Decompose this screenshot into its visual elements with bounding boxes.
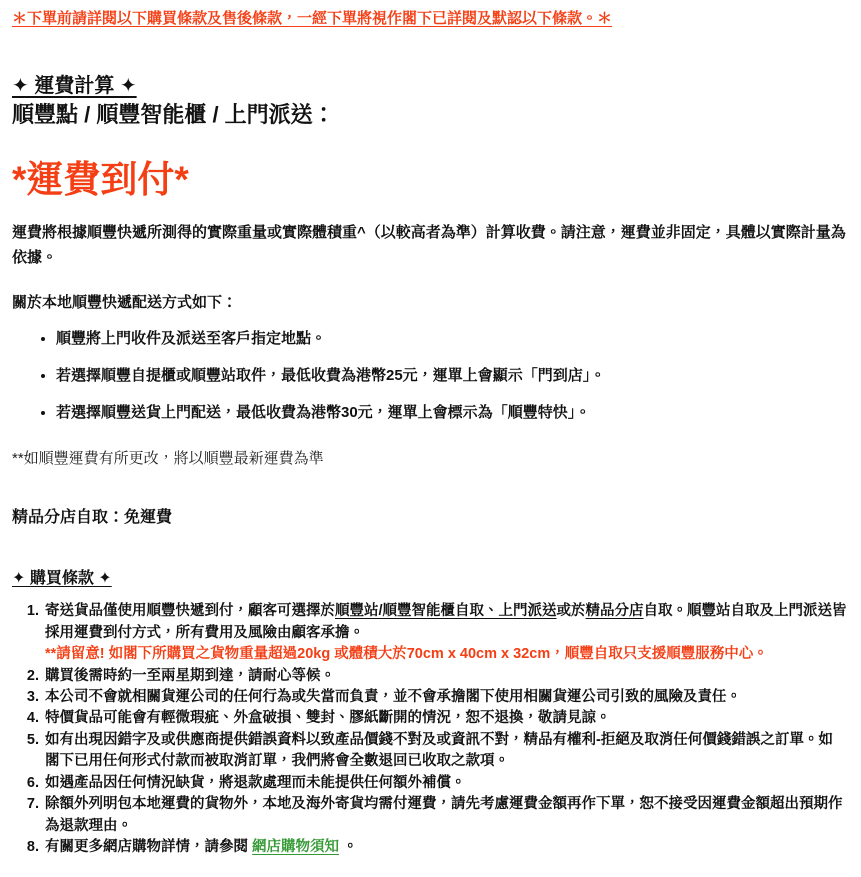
delivery-methods-list [12, 328, 847, 423]
term-8-text-b: 。 [339, 839, 358, 856]
purchase-terms-section [12, 569, 847, 858]
term-1-underlined-boutique: 精品分店 [585, 603, 644, 620]
purchase-terms-list [12, 601, 847, 858]
store-pickup-note: 精品分店自取：免運費 [12, 508, 173, 526]
term-1-text-a: 寄送貨品僅使用順豐快遞到付，顧客可選擇於 [45, 603, 335, 620]
shipping-section [12, 74, 847, 529]
fee-calculation-note: 運費將根據順豐快遞所測得的實際重量或實際體積重^（以較高者為準）計算收費。請注意，運費並非固定，具體以實際計量為依據。 [12, 223, 846, 267]
term-item-2: 2. 購買後需時約一至兩星期到達，請耐心等候。 [43, 666, 847, 687]
purchase-terms-heading: ✦ 購買條款 ✦ [12, 570, 112, 588]
term-item-5: 5. 如有出現因錯字及或供應商提供錯誤資料以致產品價錢不對及或資訊不對，精品有權利-拒絕及取消任何價錢錯誤之訂單。如閣下已用任何形式付款而被取消訂單，我們將會全數退回已收取之款項。 [43, 730, 847, 773]
term-1-text-c: 自取。順豐站自取及上門派送皆採用運費到付方式，所有費用及風險由顧客承擔。 [45, 603, 847, 641]
delivery-method-item: • 若選擇順豐送貨上門配送，最低收費為港幣30元，運單上會標示為「順豐特快」。 [56, 402, 847, 423]
freight-collect-highlight: *運費到付* [12, 159, 189, 200]
term-item-7: 7. 除額外列明包本地運費的貨物外，本地及海外寄貨均需付運費，請先考慮運費金額再作下單，恕不接受因運費金額超出預期作為退款理由。 [43, 794, 847, 837]
delivery-methods-title: 關於本地順豐快遞配送方式如下： [12, 293, 238, 311]
term-1-size-warning: **請留意! 如閣下所購買之貨物重量超過20kg 或體積大於70cm x 40cm x 32cm，順豐自取只支援順豐服務中心。 [45, 646, 768, 663]
shipping-heading: ✦ 運費計算 ✦ [12, 74, 137, 97]
delivery-method-item: • 若選擇順豐自提櫃或順豐站取件，最低收費為港幣25元，運單上會顯示「門到店」。 [56, 365, 847, 386]
shop-guide-link[interactable]: 網店購物須知 [252, 839, 340, 856]
term-item-4: 4. 特價貨品可能會有輕微瑕疵、外盒破損、雙封、膠紙斷開的情況，恕不退換，敬請見諒。 [43, 708, 847, 729]
term-1-underlined-pickup-options: 順豐站/順豐智能櫃自取、上門派送 [335, 603, 557, 620]
term-item-6: 6. 如遇產品因任何情況缺貨，將退款處理而未能提供任何額外補償。 [43, 773, 847, 794]
fee-update-note: **如順豐運費有所更改，將以順豐最新運費為準 [12, 449, 324, 467]
term-item-1 [43, 601, 847, 665]
shipping-methods-subtitle: 順豐點 / 順豐智能櫃 / 上門派送： [12, 101, 335, 127]
term-item-3: 3. 本公司不會就相關貨運公司的任何行為或失當而負責，並不會承擔閣下使用相關貨運公司引致的風險及責任。 [43, 687, 847, 708]
term-item-8 [43, 837, 847, 858]
term-8-text-a: 有關更多網店購物詳情，請參閱 [45, 839, 253, 856]
delivery-method-item: • 順豐將上門收件及派送至客戶指定地點。 [56, 328, 847, 349]
pre-order-notice: ＊下單前請詳閱以下購買條款及售後條款，一經下單將視作閣下已詳閱及默認以下條款。＊ [12, 10, 613, 27]
term-1-text-b: 或於 [556, 603, 586, 620]
